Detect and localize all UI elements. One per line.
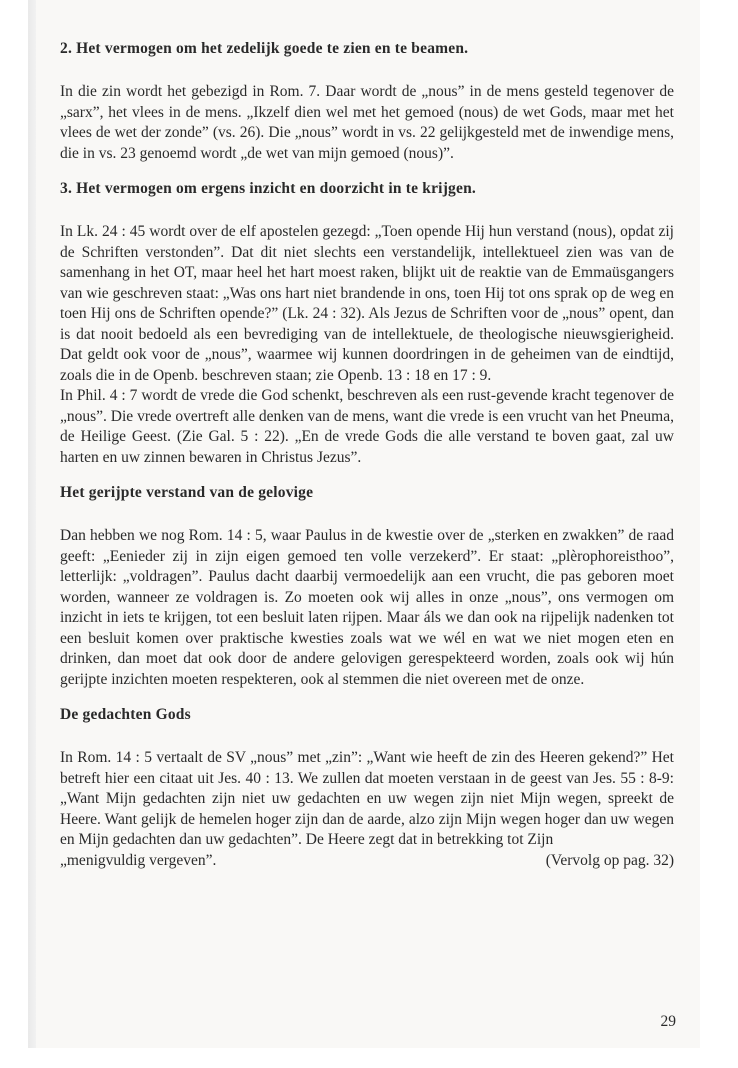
paragraph-gerijpte-verstand: Dan hebben we nog Rom. 14 : 5, waar Paulus in de kwestie over de „sterken en zwakken” de raad geeft: „Eenieder zij in zijn eigen gemoed ten volle verzekerd”. Er staat: „plèrophoreisthoo”, letterlijk: „voldragen”. Paulus dacht daarbij vermoedelijk aan een vrucht, die pas geboren moet worden, wanneer ze voldragen is. Zo moeten ook wij alles in onze „nous”, ons vermogen om inzicht in iets te krijgen, tot een besluit laten rijpen. Maar áls we dan ook na rijpelijk nadenken tot een besluit komen over praktische kwesties zoals wat we wél en wat we niet mogen eten en drinken, dan moet dat ook door de andere gelovigen gerespekteerd worden, zoals ook wij hún gerijpte inzichten moeten respekteren, ook al stemmen die niet overeen met de onze. [60,527,674,688]
heading-gedachten-gods: De gedachten Gods [60,706,191,723]
paragraph-section-3b: In Phil. 4 : 7 wordt de vrede die God schenkt, beschreven als een rust-gevende kracht tegenover de „nous”. Die vrede overtreft alle denken van de mens, want die vrede is een vrucht van het Pneuma, de Heilige Geest. (Zie Gal. 5 : 22). „En de vrede Gods die alle verstand te boven gaat, zal uw harten en uw zinnen bewaren in Christus Jezus”. [60,387,674,466]
heading-section-3: 3. Het vermogen om ergens inzicht en doorzicht in te krijgen. [60,180,476,197]
closing-quote: „menigvuldig vergeven”. [60,851,217,869]
closing-line [60,851,674,872]
page-number: 29 [660,1013,676,1030]
continued-note: (Vervolg op pag. 32) [545,851,674,869]
page-content [60,38,674,871]
heading-section-2: 2. Het vermogen om het zedelijk goede te zien en te beamen. [60,40,469,57]
paragraph-section-2: In die zin wordt het gebezigd in Rom. 7. Daar wordt de „nous” in de mens gesteld tegenover de „sarx”, het vlees in de mens. „Ikzelf dien wel met het gemoed (nous) de wet Gods, maar met het vlees de wet der zonde” (vs. 26). Die „nous” wordt in vs. 22 gelijkgesteld met de inwendige mens, die in vs. 23 genoemd wordt „de wet van mijn gemoed (nous)”. [60,83,674,162]
paragraph-section-3a: In Lk. 24 : 45 wordt over de elf apostelen gezegd: „Toen opende Hij hun verstand (nous), opdat zij de Schriften verstonden”. Dat dit niet slechts een verstandelijk, intellektueel zien was van de samenhang in het OT, maar heel het hart moest raken, blijkt uit de reaktie van de Emmaüsgangers van wie geschreven staat: „Was ons hart niet brandende in ons, toen Hij tot ons sprak op de weg en toen Hij ons de Schriften opende?” (Lk. 24 : 32). Als Jezus de Schriften voor de „nous” opent, dan is dat nooit bedoeld als een bevrediging van de intellektuele, de theologische nieuwsgierigheid. Dat geldt ook voor de „nous”, waarmee wij kunnen doordringen in de geheimen van de eindtijd, zoals die in de Openb. beschreven staan; zie Openb. 13 : 18 en 17 : 9. [60,223,674,384]
heading-gerijpte-verstand: Het gerijpte verstand van de gelovige [60,484,314,501]
paragraph-gedachten-gods: In Rom. 14 : 5 vertaalt de SV „nous” met „zin”: „Want wie heeft de zin des Heeren gekend?” Het betreft hier een citaat uit Jes. 40 : 13. We zullen dat moeten verstaan in de geest van Jes. 55 : 8-9: „Want Mijn gedachten zijn niet uw gedachten en uw wegen zijn niet Mijn wegen, spreekt de Heere. Want gelijk de hemelen hoger zijn dan de aarde, alzo zijn Mijn wegen hoger dan uw wegen en Mijn gedachten dan uw gedachten”. De Heere zegt dat in betrekking tot Zijn [60,749,674,848]
